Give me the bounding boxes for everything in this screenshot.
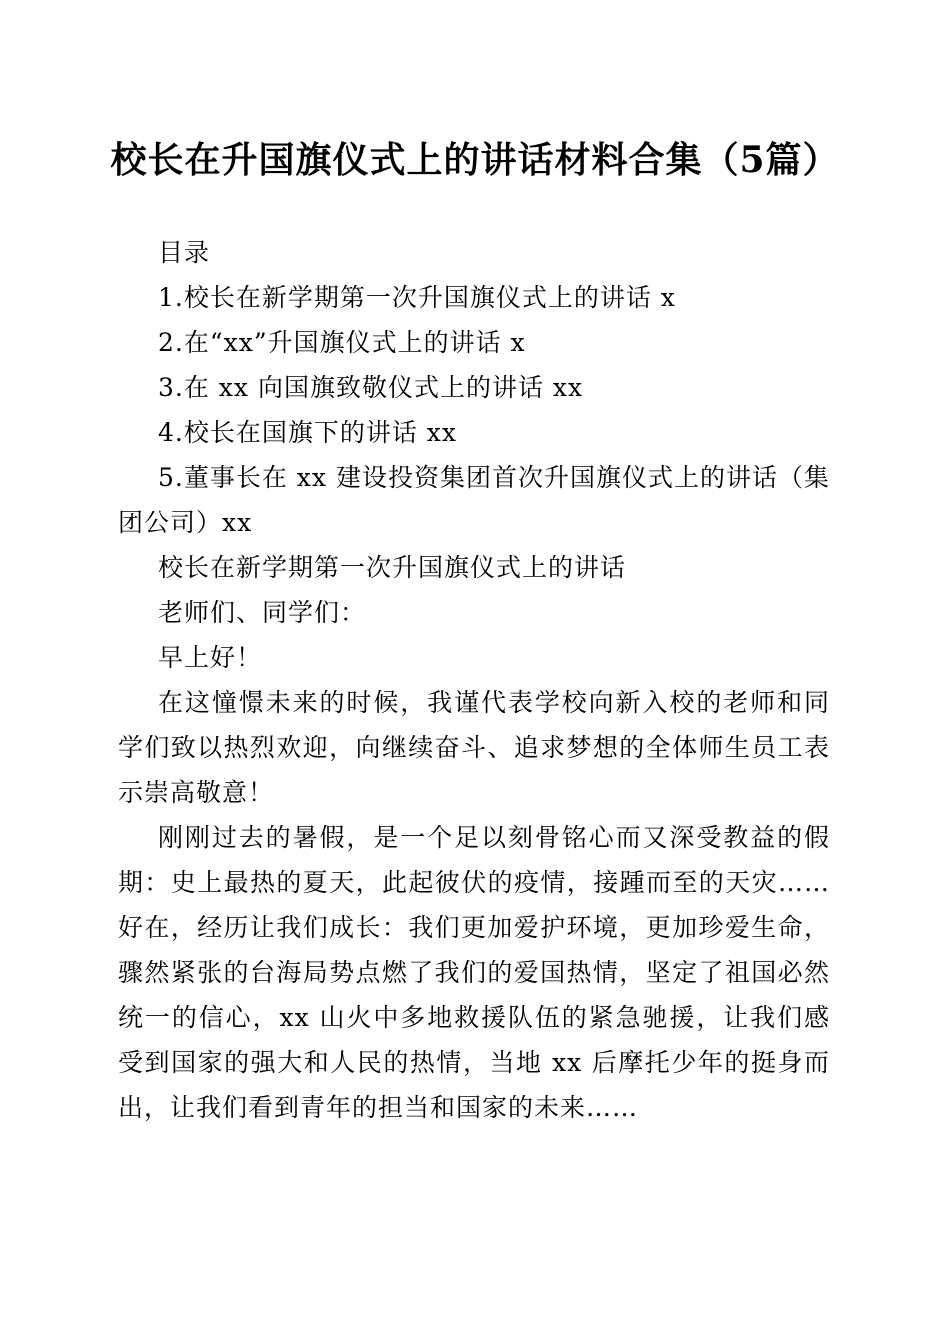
toc-item-2: 2.在“xx”升国旗仪式上的讲话 x <box>158 328 526 357</box>
section-title: 校长在新学期第一次升国旗仪式上的讲话 <box>158 553 627 582</box>
toc-item-3: 3.在 xx 向国旗致敬仪式上的讲话 xx <box>158 373 584 402</box>
document-body <box>118 230 830 1130</box>
toc-heading: 目录 <box>158 238 211 267</box>
toc-item-4: 4.校长在国旗下的讲话 xx <box>158 418 457 447</box>
toc-item-5: 5.董事长在 xx 建设投资集团首次升国旗仪式上的讲话（集团公司）xx <box>118 463 830 537</box>
paragraph-2: 刚刚过去的暑假，是一个足以刻骨铭心而又深受教益的假期：史上最热的夏天，此起彼伏的疫情，接踵而至的天灾……好在，经历让我们成长：我们更加爱护环境，更加珍爱生命，骤然紧张的台海局势点燃了我们的爱国热情，坚定了祖国必然统一的信心，xx 山火中多地救援队伍的紧急驰援，让我们感受到国家的强大和人民的热情，当地 xx 后摩托少年的挺身而出，让我们看到青年的担当和国家的未来…… <box>118 823 830 1122</box>
document-title: 校长在升国旗仪式上的讲话材料合集（5篇） <box>110 139 840 181</box>
paragraph-1: 在这憧憬未来的时候，我谨代表学校向新入校的老师和同学们致以热烈欢迎，向继续奋斗、追求梦想的全体师生员工表示崇高敬意！ <box>118 688 830 807</box>
toc-item-1: 1.校长在新学期第一次升国旗仪式上的讲话 x <box>158 283 676 312</box>
greeting: 早上好！ <box>158 643 263 672</box>
salutation: 老师们、同学们： <box>158 598 367 627</box>
